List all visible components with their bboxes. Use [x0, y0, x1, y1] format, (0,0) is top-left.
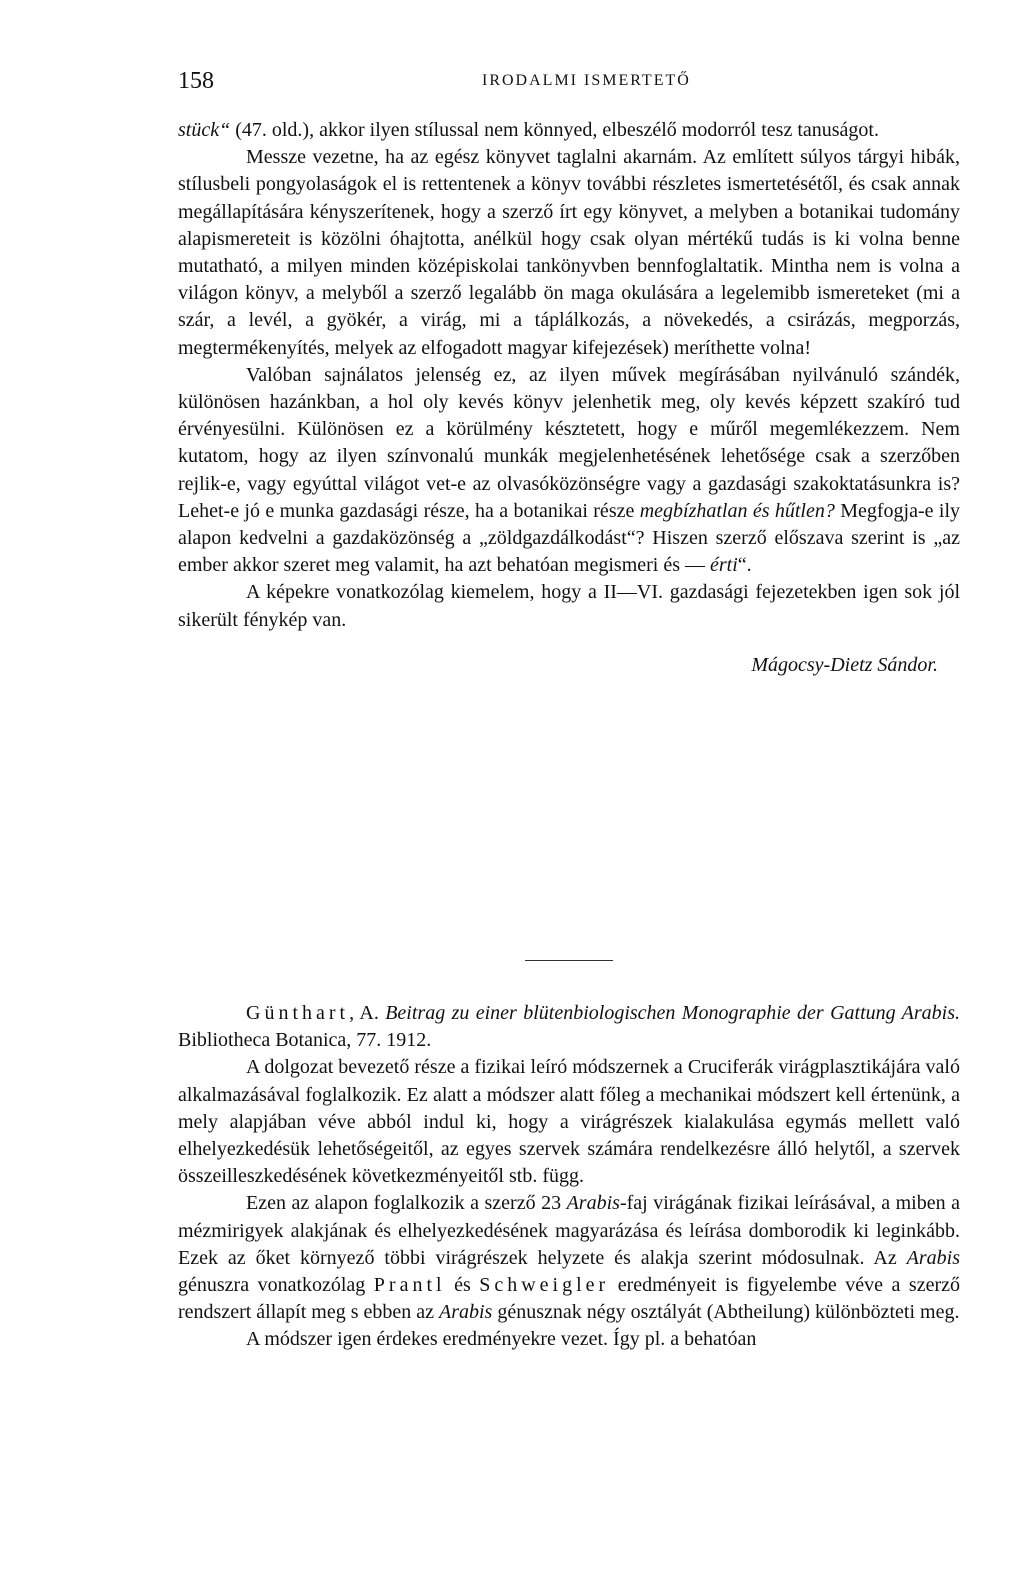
author-initial: , A.: [349, 1002, 386, 1024]
book-title: Beitrag zu einer blütenbiologischen Monographie der Gattung Arabis.: [385, 1002, 961, 1024]
publication-details: Bibliotheca Botanica, 77. 1912.: [178, 1029, 432, 1052]
paragraph-2-text: Messze vezetne, ha az egész könyvet taglalni akarnám. Az említett súlyos tárgyi hibák, stílusbeli pongyolaságok el is rettentenek a könyv további részletes ismertetésétől, és csak annak megállapítására kényszerítenek, hogy a szerző írt egy könyvet, a melyben a botanikai tudomány alapismereteit is közölni óhajtotta, anélkül hogy csak olyan mértékű tudás is ki volna benne mutatható, a milyen minden középiskolai tankönyvben bennfoglaltatik. Mintha nem is volna a világon könyv, a melyből a szerző legalább ön maga okulására a legelemibb ismereteket (mi a szár, a levél, a gyökér, a virág, mi a táplálkozás, a növekedés, a csirázás, megporzás, megtermékenyítés, melyek az elfogadott magyar kifejezések) meríthette volna!: [178, 146, 960, 359]
author-name: Günthart: [246, 1002, 350, 1024]
review-paragraph-3: [178, 1326, 960, 1353]
paragraph-4-text: A képekre vonatkozólag kiemelem, hogy a II—VI. gazdasági fejezetekben igen sok jól sikerült fénykép van.: [178, 581, 960, 631]
genus-name: Arabis: [439, 1301, 493, 1324]
rp2-text-c: génuszra vonatkozólag: [178, 1274, 374, 1297]
paragraph-1-text: (47. old.), akkor ilyen stílussal nem könnyed, elbeszélő modorról tesz tanuságot.: [230, 119, 879, 141]
review-paragraph-2: [178, 1190, 960, 1326]
rp2-text-d: és: [445, 1274, 480, 1297]
rp2-text-a: Ezen az alapon foglalkozik a szerző 23: [246, 1192, 567, 1215]
section-divider: [525, 960, 613, 961]
italic-phrase-1: megbízhatlan és hűtlen?: [639, 499, 835, 522]
review-guenthart: [178, 1000, 960, 1354]
rp2-text-f: génusznak négy osztályát (Abtheilung) különbözteti meg.: [492, 1301, 960, 1324]
paragraph-1: [178, 117, 960, 144]
rp2-text-e: eredményeit is figyelembe véve a szerző rendszert állapít meg s ebben az: [178, 1274, 960, 1324]
genus-name: Arabis: [566, 1192, 620, 1215]
paragraph-3-text-c: “.: [737, 554, 752, 577]
page-header: [178, 68, 960, 98]
author-prantl: Prantl: [373, 1274, 446, 1297]
italic-phrase-2: érti: [710, 554, 738, 577]
review-paragraph-3-text: A módszer igen érdekes eredményekre vezet. Így pl. a behatóan: [246, 1328, 757, 1351]
review-continuation: [178, 117, 960, 677]
paragraph-3-text-b: Megfogja-e ily alapon kedvelni a gazdaközönség a „zöldgazdálkodást“? Hiszen szerző előszava szerint is „az ember akkor szeret meg valamit, ha azt behatóan megismeri és —: [178, 499, 961, 577]
paragraph-3-text-a: Valóban sajnálatos jelenség ez, az ilyen művek megírásában nyilvánuló szándék, különösen hazánkban, a hol oly kevés könyv jelenhetik meg, oly kevés képzett szakíró tud érvényesülni. Különösen ez a körülmény késztetett, hogy e műről megemlékezzem. Nem kutatom, hogy az ilyen színvonalú munkák megjelenhetésének lehetősége csak a szerzőben rejlik-e, vagy egyúttal világot vet-e az olvasóközönségre vagy a gazdasági szakoktatásunkra is? Lehet-e jó e munka gazdasági része, ha a botanikai része: [178, 363, 960, 522]
paragraph-2: [178, 144, 960, 362]
paragraph-3: [178, 362, 960, 580]
review-paragraph-1: [178, 1054, 960, 1190]
rp2-text-b: -faj virágának fizikai leírásával, a miben a mézmirigyek alakjának és elhelyezkedésének magyarázása és leírása domborodik ki leginkább. Ezek az őket környező többi virágrészek helyzete és alakja szerint módosulnak. Az: [178, 1192, 960, 1269]
running-title: IRODALMI ISMERTETŐ: [482, 72, 691, 89]
genus-name: Arabis: [906, 1246, 960, 1269]
citation: [178, 1000, 960, 1054]
paragraph-4: [178, 579, 960, 633]
author-schweigler: Schweigler: [479, 1274, 610, 1297]
page-number: 158: [178, 68, 214, 94]
quoted-word: stück“: [178, 119, 231, 141]
reviewer-signature: Mágocsy-Dietz Sándor.: [751, 653, 938, 676]
review-paragraph-1-text: A dolgozat bevezető része a fizikai leíró módszernek a Cruciferák virágplasztikájára való alkalmazásával foglalkozik. Ez alatt a módszer alatt főleg a mechanikai módszert kell értenünk, a mely alapjában véve abból indul ki, hogy a virágrészek kialakulása egymás mellett való elhelyezkedésük lehetőségeitől, az egyes szervek számára rendelkezésre álló helytől, a szervek összeilleszkedésének következményeitől stb. függ.: [178, 1056, 960, 1188]
